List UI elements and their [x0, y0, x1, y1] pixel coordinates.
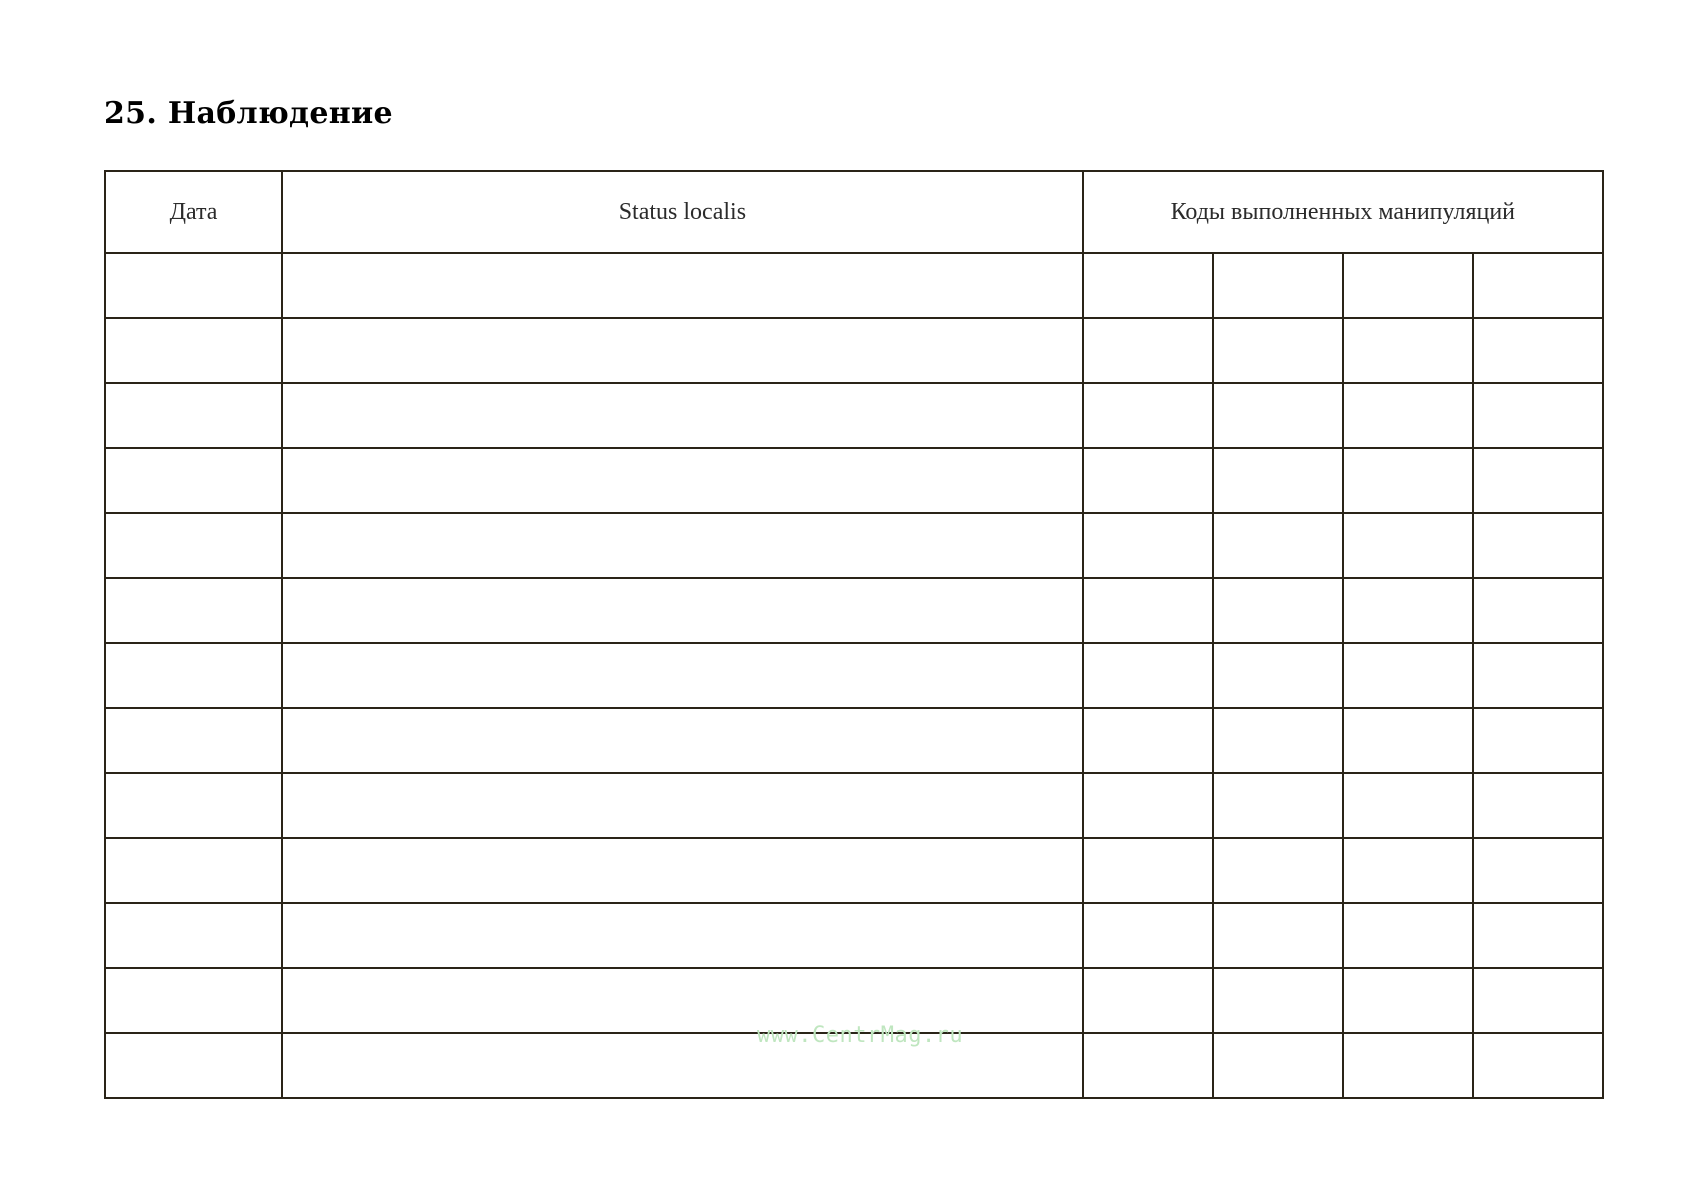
code-cell[interactable]: [1343, 968, 1473, 1033]
date-cell[interactable]: [105, 1033, 282, 1098]
code-cell[interactable]: [1473, 513, 1603, 578]
code-cell[interactable]: [1213, 513, 1343, 578]
code-cell[interactable]: [1213, 1033, 1343, 1098]
table-row: [105, 513, 1603, 578]
date-cell[interactable]: [105, 383, 282, 448]
table-row: [105, 643, 1603, 708]
date-cell[interactable]: [105, 643, 282, 708]
status-cell[interactable]: [282, 383, 1083, 448]
table-row: [105, 578, 1603, 643]
code-cell[interactable]: [1213, 968, 1343, 1033]
code-cell[interactable]: [1343, 643, 1473, 708]
code-cell[interactable]: [1213, 318, 1343, 383]
table-row: [105, 903, 1603, 968]
code-cell[interactable]: [1083, 448, 1213, 513]
status-cell[interactable]: [282, 448, 1083, 513]
table-row: [105, 383, 1603, 448]
code-cell[interactable]: [1083, 513, 1213, 578]
code-cell[interactable]: [1343, 513, 1473, 578]
code-cell[interactable]: [1473, 383, 1603, 448]
code-cell[interactable]: [1083, 318, 1213, 383]
code-cell[interactable]: [1343, 1033, 1473, 1098]
code-cell[interactable]: [1473, 578, 1603, 643]
date-cell[interactable]: [105, 903, 282, 968]
code-cell[interactable]: [1213, 253, 1343, 318]
date-cell[interactable]: [105, 578, 282, 643]
table-row: [105, 253, 1603, 318]
table-row: [105, 773, 1603, 838]
code-cell[interactable]: [1473, 903, 1603, 968]
status-cell[interactable]: [282, 578, 1083, 643]
table-row: [105, 448, 1603, 513]
status-cell[interactable]: [282, 838, 1083, 903]
code-cell[interactable]: [1343, 578, 1473, 643]
code-cell[interactable]: [1473, 838, 1603, 903]
code-cell[interactable]: [1473, 643, 1603, 708]
table-row: [105, 708, 1603, 773]
code-cell[interactable]: [1083, 578, 1213, 643]
code-cell[interactable]: [1213, 448, 1343, 513]
code-cell[interactable]: [1473, 1033, 1603, 1098]
code-cell[interactable]: [1213, 773, 1343, 838]
date-cell[interactable]: [105, 318, 282, 383]
code-cell[interactable]: [1213, 903, 1343, 968]
status-cell[interactable]: [282, 253, 1083, 318]
code-cell[interactable]: [1473, 318, 1603, 383]
watermark: www.CentrMag.ru: [757, 1023, 964, 1048]
status-cell[interactable]: [282, 643, 1083, 708]
date-cell[interactable]: [105, 708, 282, 773]
code-cell[interactable]: [1083, 383, 1213, 448]
date-cell[interactable]: [105, 448, 282, 513]
code-cell[interactable]: [1213, 708, 1343, 773]
status-cell[interactable]: [282, 708, 1083, 773]
code-cell[interactable]: [1213, 383, 1343, 448]
code-cell[interactable]: [1083, 903, 1213, 968]
code-cell[interactable]: [1473, 448, 1603, 513]
date-cell[interactable]: [105, 513, 282, 578]
code-cell[interactable]: [1343, 903, 1473, 968]
code-cell[interactable]: [1343, 253, 1473, 318]
code-cell[interactable]: [1083, 643, 1213, 708]
code-cell[interactable]: [1473, 708, 1603, 773]
header-date: Дата: [105, 171, 282, 253]
code-cell[interactable]: [1083, 968, 1213, 1033]
status-cell[interactable]: [282, 773, 1083, 838]
status-cell[interactable]: [282, 318, 1083, 383]
code-cell[interactable]: [1343, 773, 1473, 838]
table-row: [105, 968, 1603, 1033]
date-cell[interactable]: [105, 838, 282, 903]
table-row: [105, 838, 1603, 903]
observation-table: [104, 170, 1604, 1099]
code-cell[interactable]: [1473, 968, 1603, 1033]
status-cell[interactable]: [282, 903, 1083, 968]
section-title: 25. Наблюдение: [104, 96, 393, 131]
table-body: [105, 253, 1603, 1098]
date-cell[interactable]: [105, 773, 282, 838]
header-procedure-codes: Коды выполненных манипуляций: [1083, 171, 1603, 253]
code-cell[interactable]: [1473, 253, 1603, 318]
date-cell[interactable]: [105, 253, 282, 318]
code-cell[interactable]: [1083, 1033, 1213, 1098]
code-cell[interactable]: [1343, 448, 1473, 513]
code-cell[interactable]: [1343, 318, 1473, 383]
date-cell[interactable]: [105, 968, 282, 1033]
code-cell[interactable]: [1083, 253, 1213, 318]
table-row: [105, 1033, 1603, 1098]
code-cell[interactable]: [1343, 708, 1473, 773]
status-cell[interactable]: [282, 968, 1083, 1033]
code-cell[interactable]: [1213, 838, 1343, 903]
header-row: [105, 171, 1603, 253]
code-cell[interactable]: [1083, 838, 1213, 903]
table-row: [105, 318, 1603, 383]
code-cell[interactable]: [1083, 773, 1213, 838]
status-cell[interactable]: [282, 1033, 1083, 1098]
code-cell[interactable]: [1213, 578, 1343, 643]
code-cell[interactable]: [1213, 643, 1343, 708]
code-cell[interactable]: [1343, 383, 1473, 448]
code-cell[interactable]: [1343, 838, 1473, 903]
status-cell[interactable]: [282, 513, 1083, 578]
code-cell[interactable]: [1473, 773, 1603, 838]
header-status-localis: Status localis: [282, 171, 1083, 253]
code-cell[interactable]: [1083, 708, 1213, 773]
